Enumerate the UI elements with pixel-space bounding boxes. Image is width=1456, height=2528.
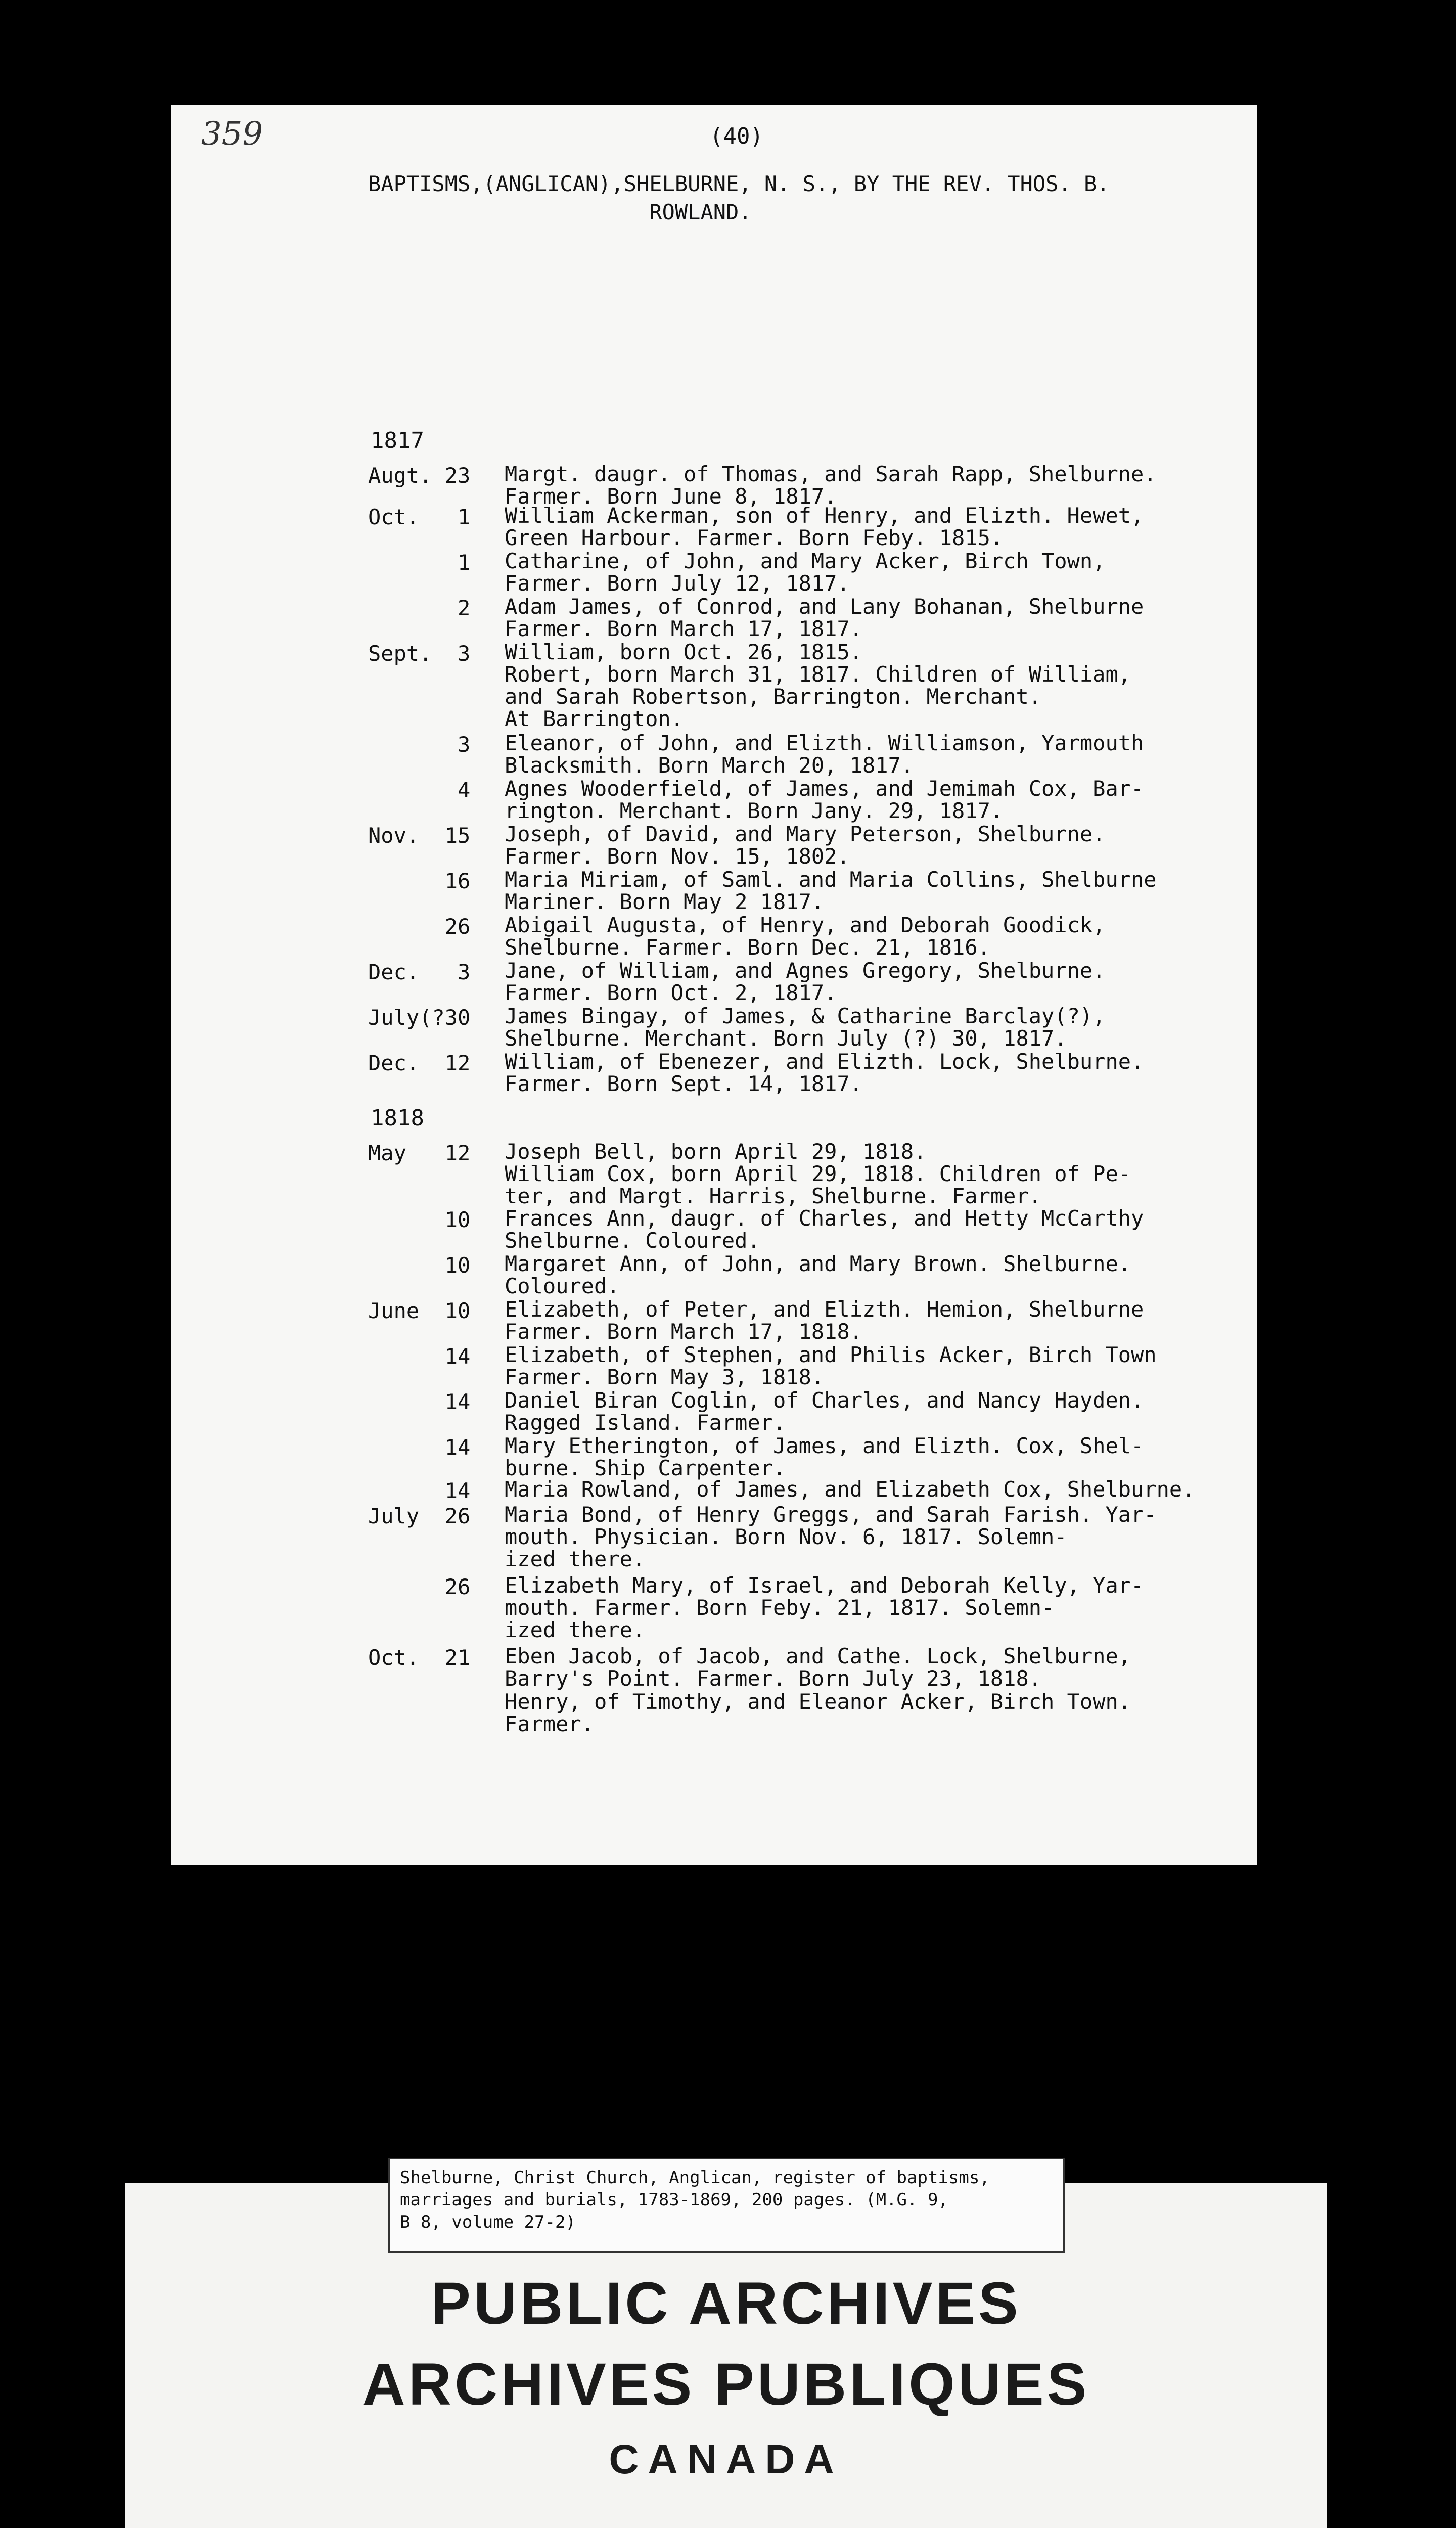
- stamp-line-archives-publiques: ARCHIVES PUBLIQUES: [362, 2351, 1090, 2418]
- catalogue-slip: Shelburne, Christ Church, Anglican, register of baptisms, marriages and burials, 1783-1869, 200 pages. (M.G. 9, B 8, volume 27-2): [388, 2158, 1065, 2253]
- record-date: 14: [368, 1344, 471, 1369]
- record-text: James Bingay, of James, & Catharine Barclay(?), Shelburne. Merchant. Born July (?) 30, 1817.: [505, 1004, 1106, 1051]
- record-date: 16: [368, 869, 471, 893]
- record-text: Maria Bond, of Henry Greggs, and Sarah Farish. Yar- mouth. Physician. Born Nov. 6, 1817. Solemn- ized there.: [505, 1502, 1157, 1571]
- record-text: Adam James, of Conrod, and Lany Bohanan, Shelburne Farmer. Born March 17, 1817.: [505, 594, 1144, 641]
- record-text: Daniel Biran Coglin, of Charles, and Nancy Hayden. Ragged Island. Farmer.: [505, 1388, 1144, 1435]
- record-text: Catharine, of John, and Mary Acker, Birch Town, Farmer. Born July 12, 1817.: [505, 549, 1106, 596]
- record-date: 26: [368, 914, 471, 939]
- record-date: 14: [368, 1478, 471, 1503]
- record-date: Dec. 12: [368, 1051, 471, 1075]
- archives-label: [125, 2168, 1327, 2528]
- record-date: Oct. 21: [368, 1645, 471, 1670]
- record-date: 14: [368, 1389, 471, 1414]
- record-text: Margt. daugr. of Thomas, and Sarah Rapp, Shelburne. Farmer. Born June 8, 1817.: [505, 462, 1157, 509]
- record-text: Eleanor, of John, and Elizth. Williamson, Yarmouth Blacksmith. Born March 20, 1817.: [505, 731, 1144, 778]
- record-date: 14: [368, 1435, 471, 1460]
- stamp-line-public-archives: PUBLIC ARCHIVES: [431, 2270, 1021, 2337]
- record-text: Margaret Ann, of John, and Mary Brown. Shelburne. Coloured.: [505, 1251, 1131, 1298]
- record-text: William, of Ebenezer, and Elizth. Lock, Shelburne. Farmer. Born Sept. 14, 1817.: [505, 1049, 1144, 1096]
- record-text: Maria Rowland, of James, and Elizabeth Cox, Shelburne.: [505, 1477, 1195, 1502]
- record-text: Frances Ann, daugr. of Charles, and Hetty McCarthy Shelburne. Coloured.: [505, 1206, 1144, 1253]
- record-text: William, born Oct. 26, 1815. Robert, born March 31, 1817. Children of William, and Sarah Robertson, Barrington. Merchant. At Barrington.: [505, 640, 1131, 731]
- record-text: Eben Jacob, of Jacob, and Cathe. Lock, Shelburne, Barry's Point. Farmer. Born July 23, 1818.: [505, 1644, 1131, 1691]
- record-date: 4: [368, 778, 471, 802]
- year-heading-1818: 1818: [371, 1105, 424, 1131]
- record-text: Elizabeth, of Stephen, and Philis Acker, Birch Town Farmer. Born May 3, 1818.: [505, 1342, 1157, 1389]
- record-date: June 10: [368, 1298, 471, 1323]
- document-page: [171, 105, 1257, 1865]
- record-date: 3: [368, 732, 471, 757]
- record-date: May 12: [368, 1141, 471, 1165]
- record-text: Joseph, of David, and Mary Peterson, Shelburne. Farmer. Born Nov. 15, 1802.: [505, 822, 1106, 869]
- record-text: Joseph Bell, born April 29, 1818. William Cox, born April 29, 1818. Children of Pe- ter, and Margt. Harris, Shelburne. Farmer.: [505, 1139, 1131, 1208]
- record-text: Agnes Wooderfield, of James, and Jemimah Cox, Bar- rington. Merchant. Born Jany. 29, 1817.: [505, 776, 1144, 823]
- record-date: Nov. 15: [368, 823, 471, 848]
- record-text: Henry, of Timothy, and Eleanor Acker, Birch Town. Farmer.: [505, 1689, 1131, 1736]
- record-date: Augt. 23: [368, 463, 471, 488]
- record-date: 10: [368, 1207, 471, 1232]
- record-date: Sept. 3: [368, 641, 471, 666]
- record-date: Dec. 3: [368, 960, 471, 984]
- record-text: Maria Miriam, of Saml. and Maria Collins, Shelburne Mariner. Born May 2 1817.: [505, 867, 1157, 914]
- document-title: BAPTISMS,(ANGLICAN),SHELBURNE, N. S., BY THE REV. THOS. B. ROWLAND.: [368, 171, 1110, 224]
- record-text: William Ackerman, son of Henry, and Elizth. Hewet, Green Harbour. Farmer. Born Feby. 1815.: [505, 503, 1144, 550]
- year-heading-1817: 1817: [371, 428, 424, 454]
- record-date: 2: [368, 596, 471, 620]
- record-date: 26: [368, 1574, 471, 1599]
- record-date: July(?30: [368, 1005, 471, 1030]
- record-date: 10: [368, 1253, 471, 1278]
- record-text: Elizabeth Mary, of Israel, and Deborah Kelly, Yar- mouth. Farmer. Born Feby. 21, 1817. Solemn- ized there.: [505, 1573, 1144, 1642]
- record-date: 1: [368, 550, 471, 575]
- page-number: (40): [710, 123, 763, 149]
- record-date: Oct. 1: [368, 505, 471, 529]
- record-text: Mary Etherington, of James, and Elizth. Cox, Shel- burne. Ship Carpenter.: [505, 1433, 1144, 1480]
- record-text: Jane, of William, and Agnes Gregory, Shelburne. Farmer. Born Oct. 2, 1817.: [505, 958, 1106, 1005]
- record-text: Abigail Augusta, of Henry, and Deborah Goodick, Shelburne. Farmer. Born Dec. 21, 1816.: [505, 913, 1106, 960]
- stamp-line-canada: CANADA: [609, 2436, 843, 2482]
- record-text: Elizabeth, of Peter, and Elizth. Hemion, Shelburne Farmer. Born March 17, 1818.: [505, 1297, 1144, 1344]
- record-date: July 26: [368, 1504, 471, 1528]
- folio-number: 359: [201, 115, 263, 153]
